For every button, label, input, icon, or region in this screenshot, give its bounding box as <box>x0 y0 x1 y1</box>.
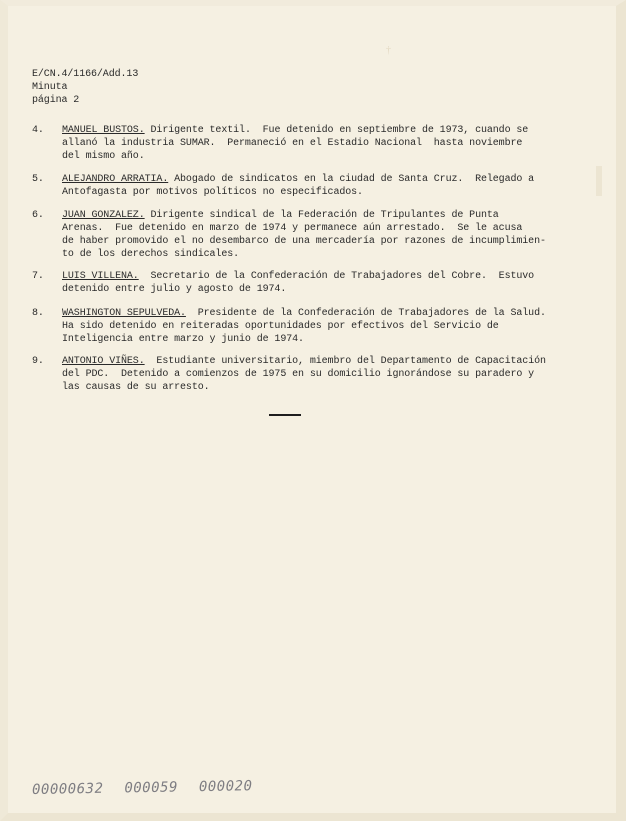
item-line: to de los derechos sindicales. <box>62 249 240 260</box>
item-line: detenido entre julio y agosto de 1974. <box>62 284 287 295</box>
document-symbol: E/CN.4/1166/Add.13 <box>32 69 139 80</box>
item-text <box>62 209 572 261</box>
item-text <box>62 270 572 296</box>
page-number: página 2 <box>32 95 80 106</box>
item-text <box>62 307 572 346</box>
person-name: ALEJANDRO ARRATIA. <box>62 174 169 185</box>
person-name: LUIS VILLENA. <box>62 271 139 282</box>
item-line: Ha sido detenido en reiteradas oportunidades por efectivos del Servicio de <box>62 321 499 332</box>
paper-mark: † <box>386 45 391 56</box>
document-type: Minuta <box>32 82 68 93</box>
item-text <box>62 124 572 163</box>
person-name: JUAN GONZALEZ. <box>62 210 145 221</box>
item-number: 4. <box>32 125 44 136</box>
stamp-number: 000020 <box>198 778 253 796</box>
item-line: del PDC. Detenido a comienzos de 1975 en su domicilio ignorándose su paradero y <box>62 369 535 380</box>
item-line: Antofagasta por motivos políticos no especificados. <box>62 187 363 198</box>
item-line: Dirigente sindical de la Federación de Tripulantes de Punta <box>144 210 499 221</box>
item-text <box>62 173 572 199</box>
item-number: 5. <box>32 174 44 185</box>
item-line: las causas de su arresto. <box>62 382 210 393</box>
edge-mark <box>596 166 602 196</box>
item-text <box>62 355 572 394</box>
stamp-number: 000059 <box>124 779 179 797</box>
item-number: 6. <box>32 210 44 221</box>
item-number: 8. <box>32 308 44 319</box>
document-header <box>32 68 138 107</box>
item-number: 7. <box>32 271 44 282</box>
item-line: Presidente de la Confederación de Trabajadores de la Salud. <box>185 308 546 319</box>
item-line: Estudiante universitario, miembro del Departamento de Capacitación <box>144 356 546 367</box>
person-name: MANUEL BUSTOS. <box>62 125 145 136</box>
stamp-number: 00000632 <box>31 780 104 799</box>
item-number: 9. <box>32 356 44 367</box>
person-name: ANTONIO VIÑES. <box>62 356 145 367</box>
item-line: Dirigente textil. Fue detenido en septiembre de 1973, cuando se <box>144 125 529 136</box>
item-line: allanó la industria SUMAR. Permaneció en el Estadio Nacional hasta noviembre <box>62 138 523 149</box>
person-name: WASHINGTON SEPULVEDA. <box>62 308 186 319</box>
item-line: Abogado de sindicatos en la ciudad de Santa Cruz. Relegado a <box>168 174 535 185</box>
item-line: Secretario de la Confederación de Trabajadores del Cobre. Estuvo <box>138 271 535 282</box>
item-line: de haber promovido el no desembarco de una mercadería por razones de incumplimien- <box>62 236 546 247</box>
item-line: Inteligencia entre marzo y junio de 1974. <box>62 334 304 345</box>
item-line: del mismo año. <box>62 151 145 162</box>
end-divider <box>269 414 301 416</box>
item-line: Arenas. Fue detenido en marzo de 1974 y permanece aún arrestado. Se le acusa <box>62 223 523 234</box>
